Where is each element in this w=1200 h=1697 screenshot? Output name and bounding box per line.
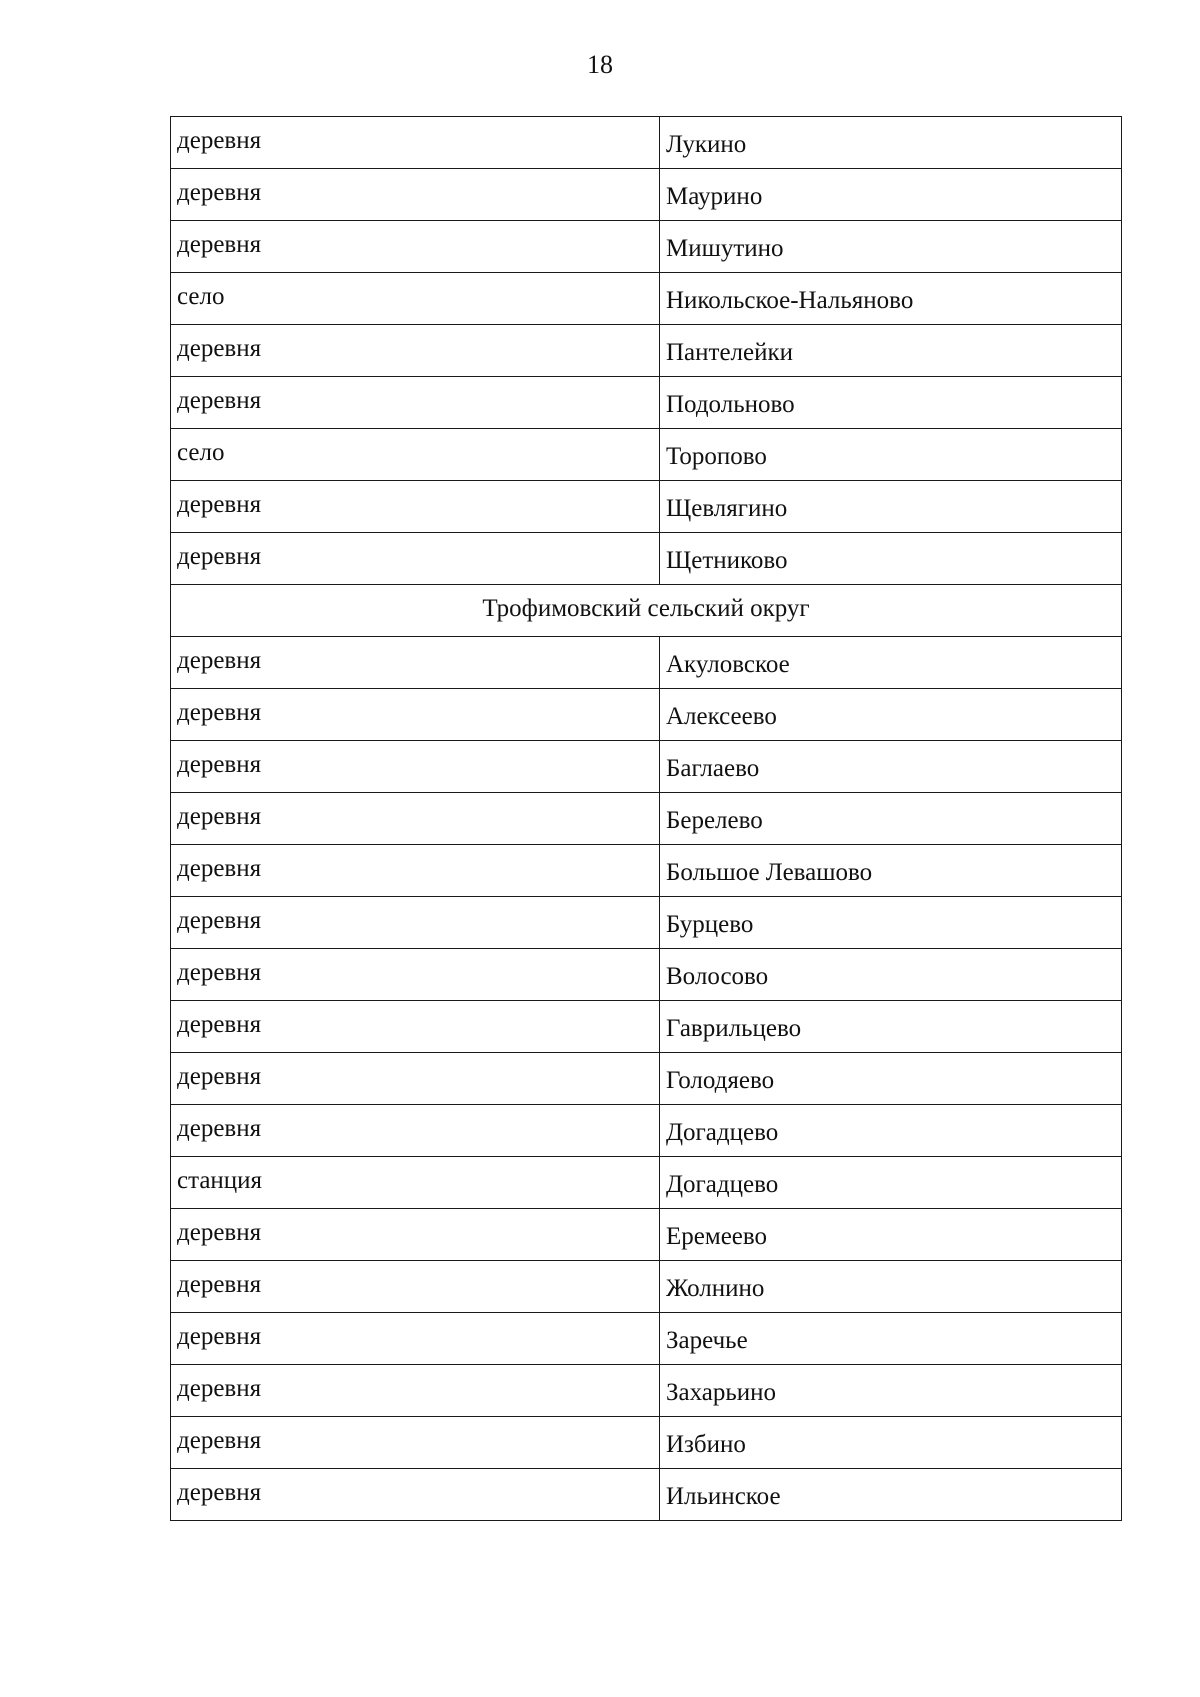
- table-row: [171, 897, 1122, 949]
- settlement-name-cell: Подольново: [660, 377, 1122, 429]
- settlement-name-cell: Бурцево: [660, 897, 1122, 949]
- settlement-type-cell: деревня: [171, 1417, 660, 1469]
- table-row: [171, 1313, 1122, 1365]
- table-row: [171, 1157, 1122, 1209]
- settlement-name-cell: Пантелейки: [660, 325, 1122, 377]
- table-row: [171, 169, 1122, 221]
- settlement-type-cell: деревня: [171, 325, 660, 377]
- settlement-name-cell: Щевлягино: [660, 481, 1122, 533]
- settlement-type-cell: станция: [171, 1157, 660, 1209]
- settlement-type-cell: деревня: [171, 117, 660, 169]
- table-row: [171, 845, 1122, 897]
- table-row: [171, 1417, 1122, 1469]
- settlement-name-cell: Избино: [660, 1417, 1122, 1469]
- settlement-name-cell: Ильинское: [660, 1469, 1122, 1521]
- settlement-type-cell: деревня: [171, 741, 660, 793]
- settlement-type-cell: деревня: [171, 221, 660, 273]
- settlement-name-cell: Алексеево: [660, 689, 1122, 741]
- settlement-name-cell: Маурино: [660, 169, 1122, 221]
- table-row: [171, 273, 1122, 325]
- settlement-name-cell: Мишутино: [660, 221, 1122, 273]
- settlement-type-cell: деревня: [171, 169, 660, 221]
- table-row: [171, 1105, 1122, 1157]
- settlement-type-cell: деревня: [171, 949, 660, 1001]
- table-row: [171, 481, 1122, 533]
- settlement-type-cell: деревня: [171, 845, 660, 897]
- settlement-name-cell: Торопово: [660, 429, 1122, 481]
- settlement-type-cell: деревня: [171, 1469, 660, 1521]
- settlement-type-cell: село: [171, 429, 660, 481]
- table-row: [171, 793, 1122, 845]
- table-row: [171, 689, 1122, 741]
- table-row: [171, 1469, 1122, 1521]
- table-row: [171, 1261, 1122, 1313]
- settlements-table: [170, 116, 1122, 1521]
- table-row: [171, 1209, 1122, 1261]
- settlement-name-cell: Большое Левашово: [660, 845, 1122, 897]
- table-row: [171, 429, 1122, 481]
- settlement-type-cell: деревня: [171, 1313, 660, 1365]
- table-row: [171, 1365, 1122, 1417]
- table-row: [171, 1001, 1122, 1053]
- settlement-type-cell: деревня: [171, 377, 660, 429]
- settlement-name-cell: Берелево: [660, 793, 1122, 845]
- table-row: [171, 741, 1122, 793]
- settlement-name-cell: Жолнино: [660, 1261, 1122, 1313]
- district-heading: Трофимовский сельский округ: [171, 585, 1122, 637]
- settlement-type-cell: деревня: [171, 1365, 660, 1417]
- table-row: [171, 377, 1122, 429]
- settlement-name-cell: Догадцево: [660, 1157, 1122, 1209]
- settlement-name-cell: Никольское-Нальяново: [660, 273, 1122, 325]
- district-heading-row: [171, 585, 1122, 637]
- settlement-type-cell: деревня: [171, 637, 660, 689]
- table-row: [171, 949, 1122, 1001]
- settlement-type-cell: деревня: [171, 689, 660, 741]
- settlement-name-cell: Еремеево: [660, 1209, 1122, 1261]
- table-row: [171, 221, 1122, 273]
- settlement-name-cell: Акуловское: [660, 637, 1122, 689]
- settlement-name-cell: Щетниково: [660, 533, 1122, 585]
- settlement-type-cell: деревня: [171, 1001, 660, 1053]
- settlement-type-cell: деревня: [171, 533, 660, 585]
- table-row: [171, 117, 1122, 169]
- table-row: [171, 533, 1122, 585]
- settlement-type-cell: деревня: [171, 1105, 660, 1157]
- settlement-name-cell: Баглаево: [660, 741, 1122, 793]
- table-row: [171, 325, 1122, 377]
- settlement-type-cell: деревня: [171, 793, 660, 845]
- settlement-name-cell: Волосово: [660, 949, 1122, 1001]
- settlement-type-cell: деревня: [171, 1261, 660, 1313]
- settlement-name-cell: Догадцево: [660, 1105, 1122, 1157]
- settlement-name-cell: Захарьино: [660, 1365, 1122, 1417]
- settlements-table-body: [171, 117, 1122, 1521]
- settlement-name-cell: Лукино: [660, 117, 1122, 169]
- page-number: 18: [587, 50, 613, 79]
- settlement-type-cell: деревня: [171, 1209, 660, 1261]
- settlement-type-cell: село: [171, 273, 660, 325]
- settlement-type-cell: деревня: [171, 897, 660, 949]
- settlement-name-cell: Гаврильцево: [660, 1001, 1122, 1053]
- settlement-type-cell: деревня: [171, 481, 660, 533]
- table-row: [171, 637, 1122, 689]
- settlement-name-cell: Заречье: [660, 1313, 1122, 1365]
- settlement-type-cell: деревня: [171, 1053, 660, 1105]
- settlement-name-cell: Голодяево: [660, 1053, 1122, 1105]
- table-row: [171, 1053, 1122, 1105]
